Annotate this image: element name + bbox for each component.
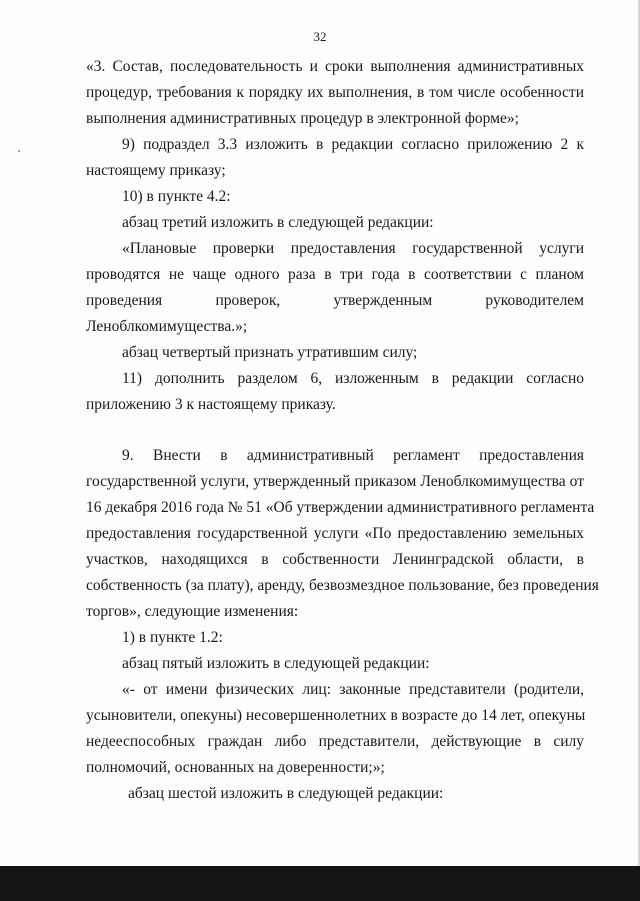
- text-line: «3. Состав, последовательность и сроки выполнения административных: [86, 58, 584, 75]
- text-line: Леноблкомимущества.»;: [86, 318, 248, 335]
- text-line: предоставления государственной услуги «По предоставлению земельных: [86, 525, 584, 542]
- text-line: абзац четвертый признать утратившим силу;: [122, 344, 418, 361]
- text-line: недееспособных граждан либо представители, действующие в силу: [86, 733, 584, 750]
- text-line: проводятся не чаще одного раза в три года в соответствии с планом: [86, 266, 584, 283]
- text-line: участков, находящихся в собственности Ленинградской области, в: [86, 551, 584, 568]
- text-line: приложению 3 к настоящему приказу.: [86, 396, 336, 413]
- text-line: абзац пятый изложить в следующей редакции:: [122, 655, 430, 672]
- text-line: полномочий, основанных на доверенности;»;: [86, 759, 385, 776]
- text-line: «Плановые проверки предоставления государственной услуги: [122, 240, 584, 257]
- text-line: проведения проверок, утвержденным руководителем: [86, 292, 584, 309]
- text-line: 1) в пункте 1.2:: [122, 629, 223, 646]
- scan-speck: [18, 150, 20, 152]
- text-line: 10) в пункте 4.2:: [122, 188, 231, 205]
- text-line: 16 декабря 2016 года № 51 «Об утверждении административного регламента: [86, 499, 595, 516]
- text-line: процедур, требования к порядку их выполнения, в том числе особенности: [86, 84, 584, 101]
- text-line: абзац шестой изложить в следующей редакции:: [128, 785, 444, 802]
- text-line: собственность (за плату), аренду, безвозмездное пользование, без проведения: [86, 577, 599, 594]
- text-line: «- от имени физических лиц: законные представители (родители,: [122, 681, 584, 698]
- text-line: торгов», следующие изменения:: [86, 603, 299, 620]
- page-number: 32: [313, 29, 327, 44]
- text-line: выполнения административных процедур в электронной форме»;: [86, 110, 519, 127]
- text-line: усыновители, опекуны) несовершеннолетних в возрасте до 14 лет, опекуны: [86, 707, 586, 724]
- text-line: 11) дополнить разделом 6, изложенным в редакции согласно: [122, 370, 584, 387]
- text-line: 9. Внести в административный регламент предоставления: [122, 447, 584, 464]
- text-line: настоящему приказу;: [86, 162, 226, 179]
- text-line: абзац третий изложить в следующей редакции:: [122, 214, 434, 231]
- text-line: государственной услуги, утвержденный приказом Леноблкомимущества от: [86, 473, 584, 490]
- scan-bottom-border: [0, 866, 640, 901]
- text-line: 9) подраздел 3.3 изложить в редакции согласно приложению 2 к: [122, 136, 584, 153]
